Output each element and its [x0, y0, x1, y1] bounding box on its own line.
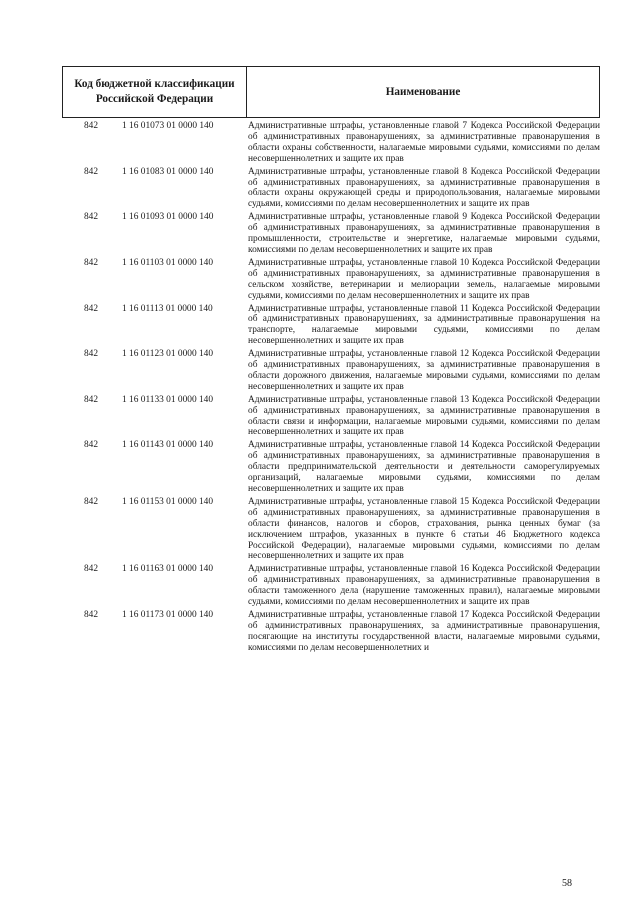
- admin-code-cell: 842: [83, 440, 99, 451]
- admin-code-cell: 842: [83, 496, 99, 507]
- budget-code-cell: 1 16 01143 01 0000 140: [122, 440, 214, 451]
- description-cell: Административные штрафы, установленные главой 13 Кодекса Российской Федерации об административных правонарушениях, за административные правонарушения в области связи и информации, налагаемые мировыми судьями, комиссиями по делам несовершеннолетних и защите их прав: [248, 394, 600, 438]
- description-cell: Административные штрафы, установленные главой 9 Кодекса Российской Федерации об административных правонарушениях, за административные правонарушения в промышленности, строительстве и энергетике, налагаемые мировыми судьями, комиссиями по делам несовершеннолетних и защите их прав: [248, 212, 600, 255]
- description-cell: Административные штрафы, установленные главой 17 Кодекса Российской Федерации об административных правонарушениях, за административные правонарушения, посягающие на институты государственной власти, налагаемые мировыми судьями, комиссиями по делам несовершеннолетних и: [248, 609, 600, 653]
- table-row: [62, 212, 600, 256]
- table-row: [62, 610, 600, 654]
- admin-code-cell: 842: [83, 212, 99, 223]
- table-row: [62, 440, 600, 495]
- header-name-column: Наименование: [385, 86, 461, 98]
- table-row: [62, 395, 600, 439]
- table-row: [62, 497, 600, 562]
- admin-code-cell: 842: [83, 349, 99, 360]
- table-header: [62, 66, 600, 118]
- admin-code-cell: 842: [83, 166, 99, 177]
- budget-code-cell: 1 16 01173 01 0000 140: [122, 609, 214, 620]
- budget-code-cell: 1 16 01133 01 0000 140: [122, 394, 214, 405]
- description-cell: Административные штрафы, установленные главой 16 Кодекса Российской Федерации об административных правонарушениях, за административные правонарушения в области таможенного дела (нарушение таможенных правил), налагаемые мировыми судьями, комиссиями по делам несовершеннолетних и защите их прав: [248, 564, 600, 608]
- table-body: [62, 121, 600, 656]
- admin-code-cell: 842: [83, 394, 99, 405]
- budget-code-cell: 1 16 01083 01 0000 140: [122, 166, 214, 177]
- budget-code-cell: 1 16 01093 01 0000 140: [122, 212, 214, 223]
- admin-code-cell: 842: [83, 257, 99, 268]
- description-cell: Административные штрафы, установленные главой 8 Кодекса Российской Федерации об административных правонарушениях, за административные правонарушения в области охраны окружающей среды и природопользования, налагаемые мировыми судьями, комиссиями по делам несовершеннолетних и защите их прав: [248, 166, 600, 210]
- table-row: [62, 349, 600, 393]
- admin-code-cell: 842: [83, 303, 99, 314]
- description-cell: Административные штрафы, установленные главой 14 Кодекса Российской Федерации об административных правонарушениях, за административные правонарушения в области предпринимательской деятельности и деятельности саморегулируемых организаций, налагаемые мировыми судьями, комиссиями по делам несовершеннолетних и защите их прав: [248, 440, 600, 494]
- table-row: [62, 304, 600, 348]
- budget-code-cell: 1 16 01153 01 0000 140: [122, 496, 214, 507]
- admin-code-cell: 842: [83, 564, 99, 575]
- description-cell: Административные штрафы, установленные главой 10 Кодекса Российской Федерации об административных правонарушениях, за административные правонарушения в сельском хозяйстве, ветеринарии и мелиорации земель, налагаемые мировыми судьями, комиссиями по делам несовершеннолетних и защите их прав: [248, 257, 600, 301]
- description-cell: Административные штрафы, установленные главой 15 Кодекса Российской Федерации об административных правонарушениях, за административные правонарушения в области финансов, налогов и сборов, страхования, рынка ценных бумаг (за исключением штрафов, указанных в пункте 6 статьи 46 Бюджетного кодекса Российской Федерации), налагаемые мировыми судьями, комиссиями по делам несовершеннолетних и защите их прав: [248, 496, 600, 562]
- description-cell: Административные штрафы, установленные главой 12 Кодекса Российской Федерации об административных правонарушениях, за административные правонарушения в области дорожного движения, налагаемые мировыми судьями, комиссиями по делам несовершеннолетних и защите их прав: [248, 349, 600, 392]
- admin-code-cell: 842: [83, 609, 99, 620]
- table-row: [62, 121, 600, 165]
- table-row: [62, 258, 600, 302]
- table-row: [62, 564, 600, 608]
- header-code-column: Код бюджетной классификации Российской Федерации: [63, 67, 247, 117]
- description-cell: Административные штрафы, установленные главой 7 Кодекса Российской Федерации об административных правонарушениях, за административные правонарушения в области охраны собственности, налагаемые мировыми судьями, комиссиями по делам несовершеннолетних и защите их прав: [248, 121, 600, 164]
- description-cell: Административные штрафы, установленные главой 11 Кодекса Российской Федерации об административных правонарушениях, за административные правонарушения на транспорте, налагаемые мировыми судьями, комиссиями по делам несовершеннолетних и защите их прав: [248, 303, 600, 347]
- budget-code-cell: 1 16 01113 01 0000 140: [122, 303, 213, 314]
- budget-code-cell: 1 16 01073 01 0000 140: [122, 121, 214, 131]
- admin-code-cell: 842: [83, 121, 99, 131]
- budget-code-cell: 1 16 01163 01 0000 140: [122, 564, 214, 575]
- page-number: 58: [562, 878, 572, 889]
- table-row: [62, 167, 600, 211]
- budget-code-cell: 1 16 01123 01 0000 140: [122, 349, 214, 360]
- budget-code-cell: 1 16 01103 01 0000 140: [122, 257, 214, 268]
